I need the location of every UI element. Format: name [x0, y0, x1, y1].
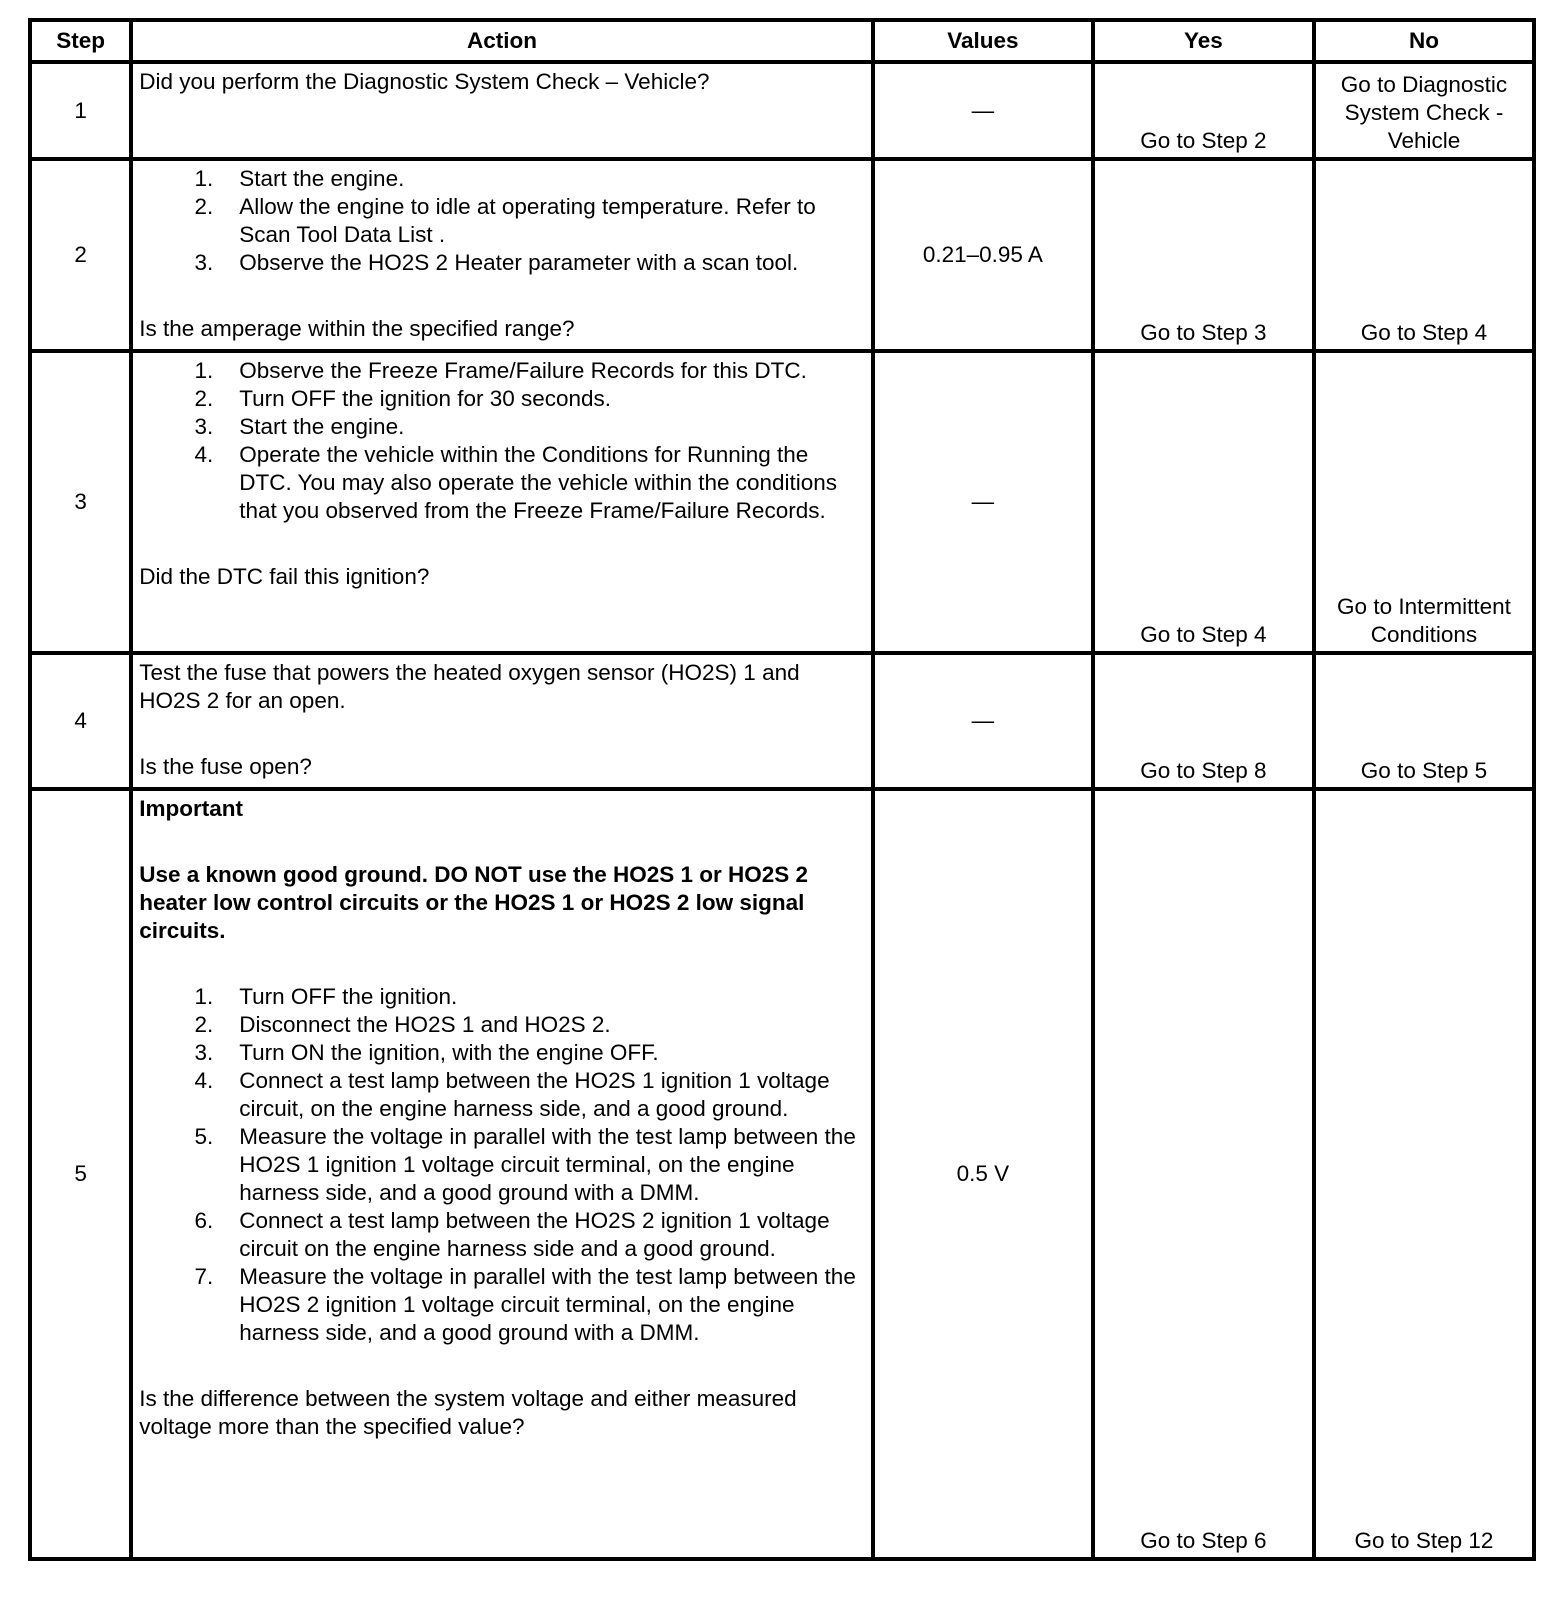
header-action: Action [131, 20, 873, 62]
table-row-step-3 [30, 351, 1534, 653]
step-number: 4 [30, 653, 131, 789]
yes-cell: Go to Step 8 [1093, 653, 1314, 789]
table-row-step-1 [30, 62, 1534, 159]
action-cell [131, 62, 873, 159]
header-values: Values [873, 20, 1093, 62]
list-item: 1. Turn OFF the ignition. [194, 984, 458, 1009]
yes-cell: Go to Step 4 [1093, 351, 1314, 653]
header-no: No [1314, 20, 1534, 62]
action-question: Is the fuse open? [139, 754, 312, 779]
list-item: 3. Start the engine. [194, 414, 405, 439]
action-steps-list [139, 357, 863, 525]
table-row-step-5 [30, 789, 1534, 1559]
no-cell: Go to Intermittent Conditions [1314, 351, 1534, 653]
list-item: 3. Turn ON the ignition, with the engine OFF. [194, 1040, 659, 1065]
list-item: 2. Disconnect the HO2S 1 and HO2S 2. [194, 1012, 611, 1037]
yes-cell: Go to Step 2 [1093, 62, 1314, 159]
action-question: Did the DTC fail this ignition? [139, 564, 430, 589]
list-item: 2. Allow the engine to idle at operating temperature. Refer to Scan Tool Data List . [194, 194, 816, 247]
no-cell: Go to Diagnostic System Check - Vehicle [1314, 62, 1534, 159]
action-cell [131, 789, 873, 1559]
list-item: 6. Connect a test lamp between the HO2S 2 ignition 1 voltage circuit on the engine harness side and a good ground. [194, 1208, 830, 1261]
no-cell: Go to Step 5 [1314, 653, 1534, 789]
action-text: Test the fuse that powers the heated oxygen sensor (HO2S) 1 and HO2S 2 for an open. [139, 660, 800, 713]
action-cell [131, 351, 873, 653]
values-cell: — [873, 351, 1093, 653]
list-item: 1. Start the engine. [194, 166, 405, 191]
header-step: Step [30, 20, 131, 62]
header-yes: Yes [1093, 20, 1314, 62]
header-row [30, 20, 1534, 62]
step-number: 1 [30, 62, 131, 159]
action-cell [131, 159, 873, 351]
list-item: 4. Operate the vehicle within the Conditions for Running the DTC. You may also operate the vehicle within the conditions that you observed from the Freeze Frame/Failure Records. [194, 442, 838, 523]
values-cell: — [873, 653, 1093, 789]
step-number: 2 [30, 159, 131, 351]
list-item: 7. Measure the voltage in parallel with the test lamp between the HO2S 2 ignition 1 voltage circuit terminal, on the engine harness side, and a good ground with a DMM. [194, 1264, 856, 1345]
yes-cell: Go to Step 3 [1093, 159, 1314, 351]
action-question: Is the amperage within the specified range? [139, 316, 575, 341]
action-steps-list [139, 983, 863, 1347]
table-row-step-2 [30, 159, 1534, 351]
list-item: 1. Observe the Freeze Frame/Failure Records for this DTC. [194, 358, 807, 383]
list-item: 5. Measure the voltage in parallel with the test lamp between the HO2S 1 ignition 1 voltage circuit terminal, on the engine harness side, and a good ground with a DMM. [194, 1124, 856, 1205]
important-title: Important [139, 796, 243, 821]
list-item: 2. Turn OFF the ignition for 30 seconds. [194, 386, 612, 411]
no-cell: Go to Step 4 [1314, 159, 1534, 351]
yes-cell: Go to Step 6 [1093, 789, 1314, 1559]
values-cell: 0.21–0.95 A [873, 159, 1093, 351]
diagnostic-table [28, 18, 1536, 1561]
step-number: 3 [30, 351, 131, 653]
no-cell: Go to Step 12 [1314, 789, 1534, 1559]
action-steps-list [139, 165, 863, 277]
list-item: 4. Connect a test lamp between the HO2S 1 ignition 1 voltage circuit, on the engine harness side, and a good ground. [194, 1068, 830, 1121]
list-item: 3. Observe the HO2S 2 Heater parameter with a scan tool. [194, 250, 799, 275]
step-number: 5 [30, 789, 131, 1559]
action-text: Did you perform the Diagnostic System Check – Vehicle? [139, 69, 710, 94]
values-cell: 0.5 V [873, 789, 1093, 1559]
action-question: Is the difference between the system voltage and either measured voltage more than the specified value? [139, 1386, 797, 1439]
table-row-step-4 [30, 653, 1534, 789]
important-text: Use a known good ground. DO NOT use the HO2S 1 or HO2S 2 heater low control circuits or the HO2S 1 or HO2S 2 low signal circuits. [139, 862, 809, 943]
values-cell: — [873, 62, 1093, 159]
action-cell [131, 653, 873, 789]
